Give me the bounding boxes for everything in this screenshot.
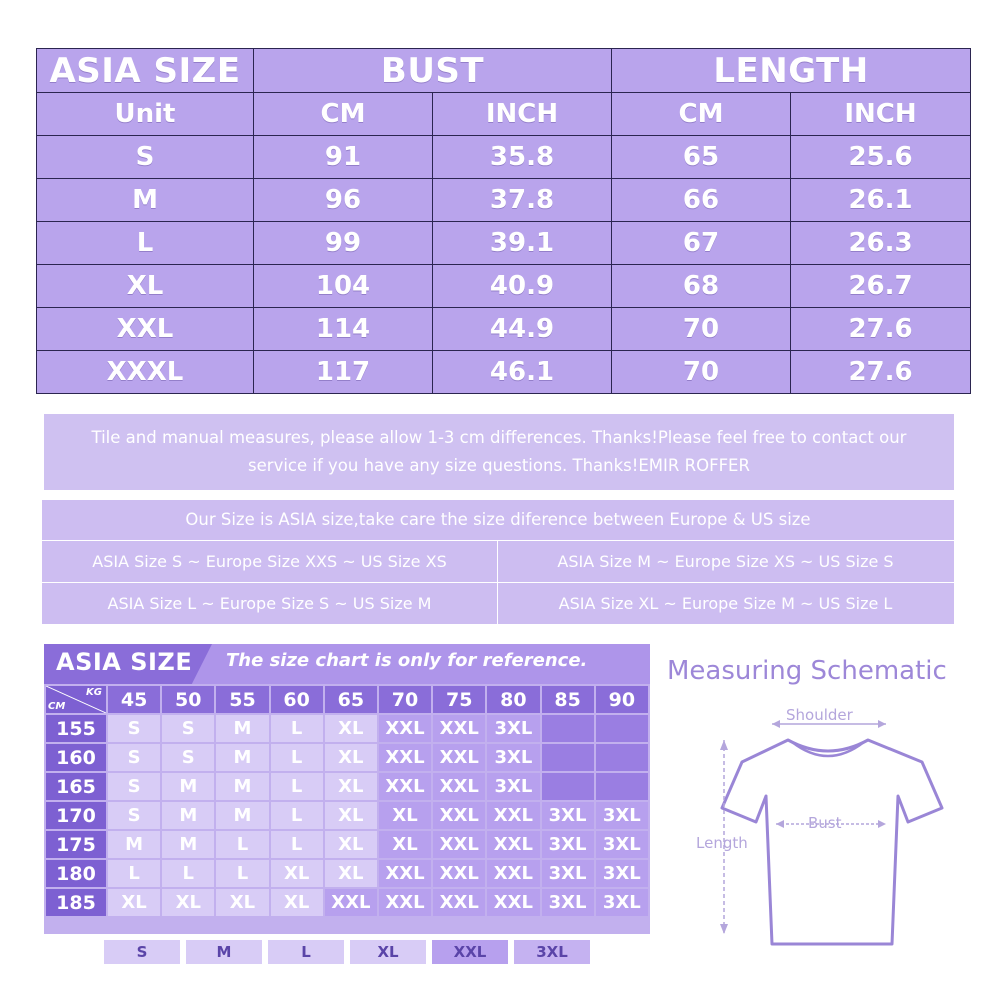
bust-cm-cell: 99 xyxy=(254,222,433,265)
length-header: LENGTH xyxy=(612,49,971,93)
size-recommendation-cell: XL xyxy=(325,831,377,858)
legend-item: XL xyxy=(350,940,426,964)
shoulder-label: Shoulder xyxy=(786,706,853,724)
weight-header-cell: 85 xyxy=(542,686,594,713)
size-recommendation-cell: XL xyxy=(325,802,377,829)
weight-header-cell: 55 xyxy=(216,686,268,713)
size-recommendation-cell: XL xyxy=(379,831,431,858)
size-recommendation-cell: 3XL xyxy=(542,831,594,858)
bust-cm-cell: 114 xyxy=(254,308,433,351)
length-inch-cell: 27.6 xyxy=(791,351,971,394)
size-recommendation-cell: M xyxy=(216,715,268,742)
length-inch-cell: 26.1 xyxy=(791,179,971,222)
size-recommendation-cell: XXL xyxy=(379,744,431,771)
bust-cm-cell: 104 xyxy=(254,265,433,308)
size-recommendation-cell: M xyxy=(108,831,160,858)
schematic-title: Measuring Schematic xyxy=(667,656,947,686)
height-row xyxy=(46,802,648,829)
size-recommendation-cell: L xyxy=(162,860,214,887)
conversion-title: Our Size is ASIA size,take care the size diference between Europe & US size xyxy=(42,500,954,541)
size-recommendation-cell: S xyxy=(162,744,214,771)
chart-title: ASIA SIZE xyxy=(56,648,193,676)
size-recommendation-cell: XL xyxy=(271,889,323,916)
length-cm-cell: 65 xyxy=(612,136,791,179)
height-cell: 155 xyxy=(46,715,106,742)
size-recommendation-cell: XL xyxy=(216,889,268,916)
height-cell: 185 xyxy=(46,889,106,916)
conversion-item: ASIA Size M ~ Europe Size XS ~ US Size S xyxy=(557,552,894,571)
length-cm-cell: 70 xyxy=(612,351,791,394)
size-recommendation-cell: XL xyxy=(325,860,377,887)
legend-item: L xyxy=(268,940,344,964)
chart-header xyxy=(44,644,650,684)
size-recommendation-cell: 3XL xyxy=(542,889,594,916)
size-recommendation-cell: 3XL xyxy=(542,860,594,887)
size-recommendation-cell xyxy=(542,744,594,771)
height-cell: 180 xyxy=(46,860,106,887)
height-row xyxy=(46,773,648,800)
size-conversion-box xyxy=(42,500,954,624)
weight-header-row xyxy=(46,686,648,713)
size-recommendation-cell: XXL xyxy=(433,744,485,771)
bust-inch-cell: 40.9 xyxy=(433,265,612,308)
weight-header-cell: 80 xyxy=(487,686,539,713)
size-recommendation-cell: XXL xyxy=(325,889,377,916)
size-recommendation-cell: S xyxy=(162,715,214,742)
size-recommendation-cell: XXL xyxy=(433,773,485,800)
conversion-divider xyxy=(42,582,954,583)
weight-header-cell: 65 xyxy=(325,686,377,713)
size-row xyxy=(37,265,971,308)
weight-header-cell: 60 xyxy=(271,686,323,713)
length-cm-cell: 70 xyxy=(612,308,791,351)
length-label: Length xyxy=(696,834,748,852)
size-recommendation-cell: XXL xyxy=(379,773,431,800)
corner-cell xyxy=(46,686,106,713)
arrow-head xyxy=(720,740,728,750)
size-recommendation-cell: L xyxy=(216,860,268,887)
length-cm-cell: 66 xyxy=(612,179,791,222)
size-recommendation-cell: 3XL xyxy=(596,860,648,887)
size-cell: XL xyxy=(37,265,254,308)
legend-item: M xyxy=(186,940,262,964)
unit-cell: CM xyxy=(254,93,433,136)
height-row xyxy=(46,831,648,858)
measuring-schematic xyxy=(660,700,980,960)
weight-header-cell: 45 xyxy=(108,686,160,713)
bust-header: BUST xyxy=(254,49,612,93)
size-recommendation-cell: XL xyxy=(325,744,377,771)
bust-inch-cell: 46.1 xyxy=(433,351,612,394)
size-recommendation-cell: XL xyxy=(162,889,214,916)
bust-label: Bust xyxy=(808,814,842,832)
size-recommendation-cell: XL xyxy=(379,802,431,829)
size-recommendation-cell: 3XL xyxy=(487,744,539,771)
height-row xyxy=(46,889,648,916)
size-recommendation-cell xyxy=(596,773,648,800)
size-row xyxy=(37,136,971,179)
size-recommendation-cell: S xyxy=(108,773,160,800)
size-row xyxy=(37,308,971,351)
weight-header-cell: 75 xyxy=(433,686,485,713)
bust-inch-cell: 44.9 xyxy=(433,308,612,351)
kg-label: KG xyxy=(86,687,102,698)
length-inch-cell: 27.6 xyxy=(791,308,971,351)
conversion-item: ASIA Size XL ~ Europe Size M ~ US Size L xyxy=(558,594,893,613)
bust-cm-cell: 96 xyxy=(254,179,433,222)
arrow-head xyxy=(720,924,728,934)
size-recommendation-cell xyxy=(596,715,648,742)
height-row xyxy=(46,744,648,771)
size-recommendation-cell: 3XL xyxy=(487,773,539,800)
size-recommendation-cell: 3XL xyxy=(596,889,648,916)
size-recommendation-cell: XL xyxy=(325,715,377,742)
size-recommendation-cell: M xyxy=(216,802,268,829)
size-recommendation-cell: 3XL xyxy=(487,715,539,742)
size-recommendation-cell: XXL xyxy=(379,860,431,887)
unit-cell: INCH xyxy=(433,93,612,136)
size-table-header-row xyxy=(37,49,971,93)
bust-cm-cell: 117 xyxy=(254,351,433,394)
size-recommendation-cell: XXL xyxy=(433,831,485,858)
measurement-notice xyxy=(44,414,954,490)
weight-header-cell: 50 xyxy=(162,686,214,713)
size-recommendation-cell: XL xyxy=(108,889,160,916)
size-recommendation-cell: 3XL xyxy=(542,802,594,829)
size-cell: S xyxy=(37,136,254,179)
chart-note: The size chart is only for reference. xyxy=(226,650,588,671)
length-inch-cell: 26.7 xyxy=(791,265,971,308)
cm-label: CM xyxy=(48,701,66,712)
size-recommendation-cell: 3XL xyxy=(596,802,648,829)
weight-header-cell: 70 xyxy=(379,686,431,713)
size-recommendation-cell: XXL xyxy=(487,831,539,858)
size-recommendation-cell: L xyxy=(271,773,323,800)
size-recommendation-cell: L xyxy=(216,831,268,858)
legend-item: XXL xyxy=(432,940,508,964)
size-table xyxy=(36,48,971,394)
conversion-item: ASIA Size S ~ Europe Size XXS ~ US Size XS xyxy=(92,552,447,571)
size-recommendation-cell: L xyxy=(271,744,323,771)
size-recommendation-cell: L xyxy=(271,715,323,742)
height-cell: 160 xyxy=(46,744,106,771)
length-cm-cell: 68 xyxy=(612,265,791,308)
unit-cell: INCH xyxy=(791,93,971,136)
size-cell: L xyxy=(37,222,254,265)
size-recommendation-cell: M xyxy=(162,831,214,858)
size-row xyxy=(37,179,971,222)
size-recommendation-cell: M xyxy=(216,744,268,771)
size-row xyxy=(37,222,971,265)
legend-item: S xyxy=(104,940,180,964)
length-cm-cell: 67 xyxy=(612,222,791,265)
size-recommendation-cell: L xyxy=(271,802,323,829)
size-recommendation-cell: S xyxy=(108,715,160,742)
size-recommendation-cell: XXL xyxy=(487,860,539,887)
size-recommendation-cell: L xyxy=(271,831,323,858)
height-cell: 165 xyxy=(46,773,106,800)
size-recommendation-cell: M xyxy=(162,802,214,829)
arrow-head xyxy=(878,720,886,728)
tshirt-outline xyxy=(722,740,942,944)
height-weight-chart xyxy=(44,644,650,934)
size-recommendation-cell: XXL xyxy=(487,802,539,829)
size-recommendation-cell: XL xyxy=(325,773,377,800)
bust-inch-cell: 37.8 xyxy=(433,179,612,222)
size-recommendation-cell: 3XL xyxy=(596,831,648,858)
size-recommendation-cell xyxy=(542,715,594,742)
size-recommendation-cell: XXL xyxy=(379,889,431,916)
size-recommendation-cell: M xyxy=(162,773,214,800)
size-row xyxy=(37,351,971,394)
weight-header-cell: 90 xyxy=(596,686,648,713)
notice-line-1: Tile and manual measures, please allow 1-3 cm differences. Thanks!Please feel free to contact our xyxy=(91,428,907,447)
bust-inch-cell: 39.1 xyxy=(433,222,612,265)
legend-item: 3XL xyxy=(514,940,590,964)
size-table-unit-row xyxy=(37,93,971,136)
size-recommendation-cell: XXL xyxy=(433,860,485,887)
height-row xyxy=(46,715,648,742)
height-cell: 175 xyxy=(46,831,106,858)
height-cell: 170 xyxy=(46,802,106,829)
size-recommendation-cell: XXL xyxy=(433,715,485,742)
size-recommendation-cell xyxy=(542,773,594,800)
notice-line-2: service if you have any size questions. Thanks!EMIR ROFFER xyxy=(248,456,750,475)
size-cell: XXL xyxy=(37,308,254,351)
size-recommendation-cell: XL xyxy=(271,860,323,887)
size-recommendation-cell: XXL xyxy=(433,889,485,916)
size-recommendation-cell: XXL xyxy=(379,715,431,742)
unit-cell: Unit xyxy=(37,93,254,136)
arrow-head xyxy=(772,720,780,728)
length-inch-cell: 26.3 xyxy=(791,222,971,265)
unit-cell: CM xyxy=(612,93,791,136)
size-legend xyxy=(104,940,604,964)
asia-size-header: ASIA SIZE xyxy=(37,49,254,93)
size-recommendation-cell xyxy=(596,744,648,771)
size-recommendation-cell: XXL xyxy=(487,889,539,916)
size-recommendation-cell: XXL xyxy=(433,802,485,829)
bust-inch-cell: 35.8 xyxy=(433,136,612,179)
bust-cm-cell: 91 xyxy=(254,136,433,179)
size-recommendation-cell: M xyxy=(216,773,268,800)
size-recommendation-cell: S xyxy=(108,802,160,829)
size-recommendation-cell: L xyxy=(108,860,160,887)
size-cell: M xyxy=(37,179,254,222)
size-cell: XXXL xyxy=(37,351,254,394)
length-inch-cell: 25.6 xyxy=(791,136,971,179)
height-row xyxy=(46,860,648,887)
size-recommendation-cell: S xyxy=(108,744,160,771)
height-weight-table xyxy=(44,684,650,918)
conversion-item: ASIA Size L ~ Europe Size S ~ US Size M xyxy=(107,594,432,613)
